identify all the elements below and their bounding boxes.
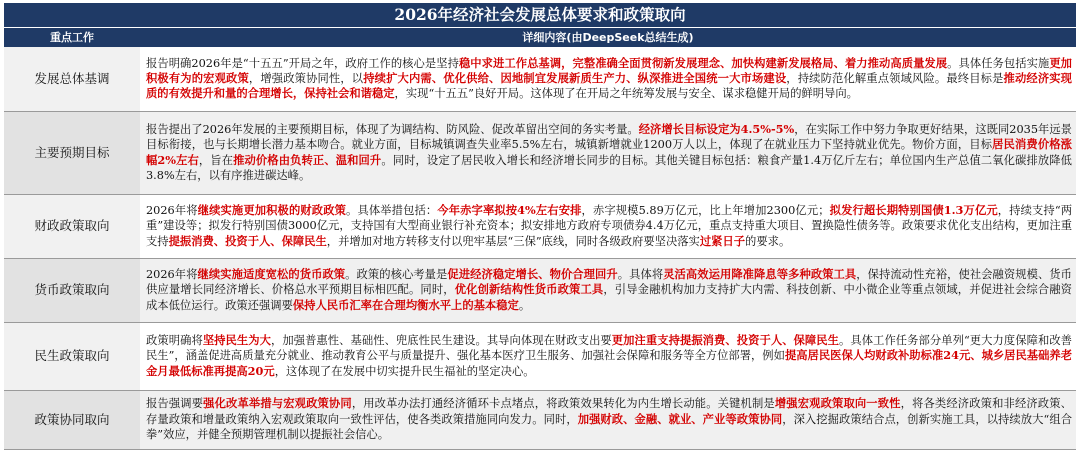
body-text: 报告明确2026年是“十五五”开局之年，政府工作的核心是坚持	[146, 56, 459, 70]
body-text: ，赤字规模5.89万亿元，比上年增加2300亿元；	[581, 203, 830, 217]
page-title: 2026年经济社会发展总体要求和政策取向	[4, 3, 1076, 27]
highlight-text: 强化改革举措与宏观政策协同	[203, 396, 352, 411]
body-text: 。同时，设定了居民收入增长和经济增长同步的目标。其他关键目标包括：粮食产量1.4万亿斤左右；单位国内生产总值二氧化碳排放降低3.8%左右，以有序推进碳达峰。	[146, 153, 1072, 182]
body-text: 。政策的核心考量是	[345, 267, 448, 281]
body-text: 的要求。	[745, 234, 791, 248]
body-text: 2026年将	[146, 267, 198, 281]
row-detail	[140, 390, 1076, 449]
table-header-row	[4, 28, 1076, 48]
body-text: ，这体现了在发展中切实提升民生福祉的坚定决心。	[274, 364, 535, 378]
body-text: 。具体举措包括：	[346, 203, 438, 217]
highlight-text: 拟发行超长期特别国债1.3万亿元	[829, 202, 998, 217]
body-text: ，持续防范化解重点领域风险。最终目标是	[786, 72, 1004, 86]
row-detail	[140, 47, 1076, 111]
highlight-text: 今年赤字率拟按4%左右安排	[437, 202, 582, 217]
row-category: 民生政策取向	[4, 322, 140, 390]
body-text: ，持续支持“两重”建设等；拟发行特别国债3000亿元，支持国有大型商业银行补充资本；拟安排地方政府专项债券4.4万亿元，重点支持重大项目、置换隐性债务等。政策要求优化支出结构，更加注重支持	[146, 203, 1073, 248]
body-text: 报告强调要	[146, 397, 204, 411]
highlight-text: 灵活高效运用降准降息等多种政策工具	[663, 266, 857, 281]
header-detail: 详细内容(由DeepSeek总结生成)	[140, 28, 1076, 48]
body-text: 。具体工作任务部分单列“更大力度保障和改善民生”，涵盖促进高质量充分就业、推动教育公平与质量提升、强化基本医疗卫生服务、加强社会保障和服务等全方位部署，例如	[146, 333, 1072, 363]
highlight-text: 加强财政、金融、就业、产业等政策协同	[577, 411, 783, 426]
body-text: ，将各类经济政策和非经济政策、存量政策和增量政策纳入宏观政策取向一致性评估，使各类政策措施同向发力。同时，	[146, 397, 1072, 426]
policy-table	[4, 27, 1076, 450]
body-text: 政策明确将	[146, 333, 203, 347]
row-category: 主要预期目标	[4, 111, 140, 194]
body-text: 报告提出了2026年发展的主要预期目标，体现了为调结构、防风险、促改革留出空间的务实考量。	[146, 122, 639, 136]
highlight-text: 过紧日子	[699, 233, 746, 248]
body-text: ，保持流动性充裕，使社会融资规模、货币供应量增长同经济增长、价格总水平预期目标相匹配。同时，	[146, 267, 1072, 297]
highlight-text: 增强宏观政策取向一致性	[774, 396, 901, 411]
highlight-text: 稳中求进工作总基调，完整准确全面贯彻新发展理念、加快构建新发展格局、着力推动高质量发展	[458, 55, 948, 70]
row-category: 货币政策取向	[4, 258, 140, 322]
body-text: ，并增加对地方转移支付以兜牢基层“三保”底线，同时各级政府要坚决落实	[326, 234, 700, 248]
highlight-text: 更加积极有为的宏观政策	[146, 55, 1072, 86]
body-text: ，增强政策协同性，以	[248, 72, 364, 86]
row-category: 发展总体基调	[4, 47, 140, 111]
table-row	[4, 322, 1076, 390]
row-detail	[140, 258, 1076, 322]
row-detail	[140, 194, 1076, 258]
table-row	[4, 258, 1076, 322]
highlight-text: 坚持民生为大	[202, 332, 271, 347]
highlight-text: 推动经济实现质的有效提升和量的合理增长，保持社会和谐稳定	[146, 71, 1072, 101]
row-detail	[140, 322, 1076, 390]
body-text: 。具体任务包括实施	[947, 56, 1050, 70]
highlight-text: 持续扩大内需、优化供给、因地制宜发展新质生产力、纵深推进全国统一大市场建设	[363, 71, 787, 86]
row-category: 财政政策取向	[4, 194, 140, 258]
table-row	[4, 111, 1076, 194]
highlight-text: 保持人民币汇率在合理均衡水平上的基本稳定	[292, 297, 519, 312]
body-text: 。	[518, 298, 531, 312]
highlight-text: 推动价格由负转正、温和回升	[233, 152, 382, 167]
highlight-text: 经济增长目标设定为4.5%-5%	[638, 121, 795, 136]
body-text: ，加强普惠性、基础性、兜底性民生建设。其导向体现在财政支出要	[270, 333, 612, 347]
highlight-text: 促进经济稳定增长、物价合理回升	[447, 266, 618, 281]
highlight-text: 继续实施适度宽松的货币政策	[197, 266, 346, 281]
body-text: 。具体将	[617, 267, 664, 281]
body-text: ，引导金融机构加力支持扩大内需、科技创新、中小微企业等重点领域，并促进社会综合融资成本低位运行。政策还强调要	[146, 283, 1072, 312]
highlight-text: 居民消费价格涨幅2%左右	[146, 137, 1072, 167]
highlight-text: 更加注重支持提振消费、投资于人、保障民生	[611, 332, 839, 347]
header-focus: 重点工作	[4, 28, 140, 48]
highlight-text: 继续实施更加积极的财政政策	[197, 202, 347, 217]
row-category: 政策协同取向	[4, 390, 140, 449]
table-row	[4, 47, 1076, 111]
table-row	[4, 390, 1076, 449]
body-text: 2026年将	[146, 203, 198, 217]
body-text: ，深入挖掘政策结合点，创新实施工具，以持续放大“组合拳”效应，并健全预期管理机制以提振社会信心。	[146, 412, 1072, 442]
table-body	[4, 47, 1076, 449]
highlight-text: 提高居民医保人均财政补助标准24元、城乡居民基础养老金月最低标准再提高20元	[146, 348, 1073, 378]
body-text: ，用改革办法打通经济循环卡点堵点，将政策效果转化为内生增长动能。关键机制是	[351, 397, 775, 411]
highlight-text: 优化创新结构性货币政策工具	[454, 282, 604, 297]
body-text: ，实现“十五五”良好开局。这体现了在开局之年统筹发展与安全、谋求稳健开局的鲜明导向。	[394, 87, 858, 101]
body-text: ，在实际工作中努力争取更好结果，这既同2035年远景目标衔接，也与长期增长潜力基本吻合。就业方面，目标城镇调查失业率5.5%左右，城镇新增就业1200万人以上，体现了在就业压力下坚持就业优先。物价方面，目标	[146, 122, 1072, 152]
row-detail	[140, 111, 1076, 194]
highlight-text: 提振消费、投资于人、保障民生	[168, 233, 327, 248]
body-text: ，旨在	[198, 153, 234, 167]
table-row	[4, 194, 1076, 258]
